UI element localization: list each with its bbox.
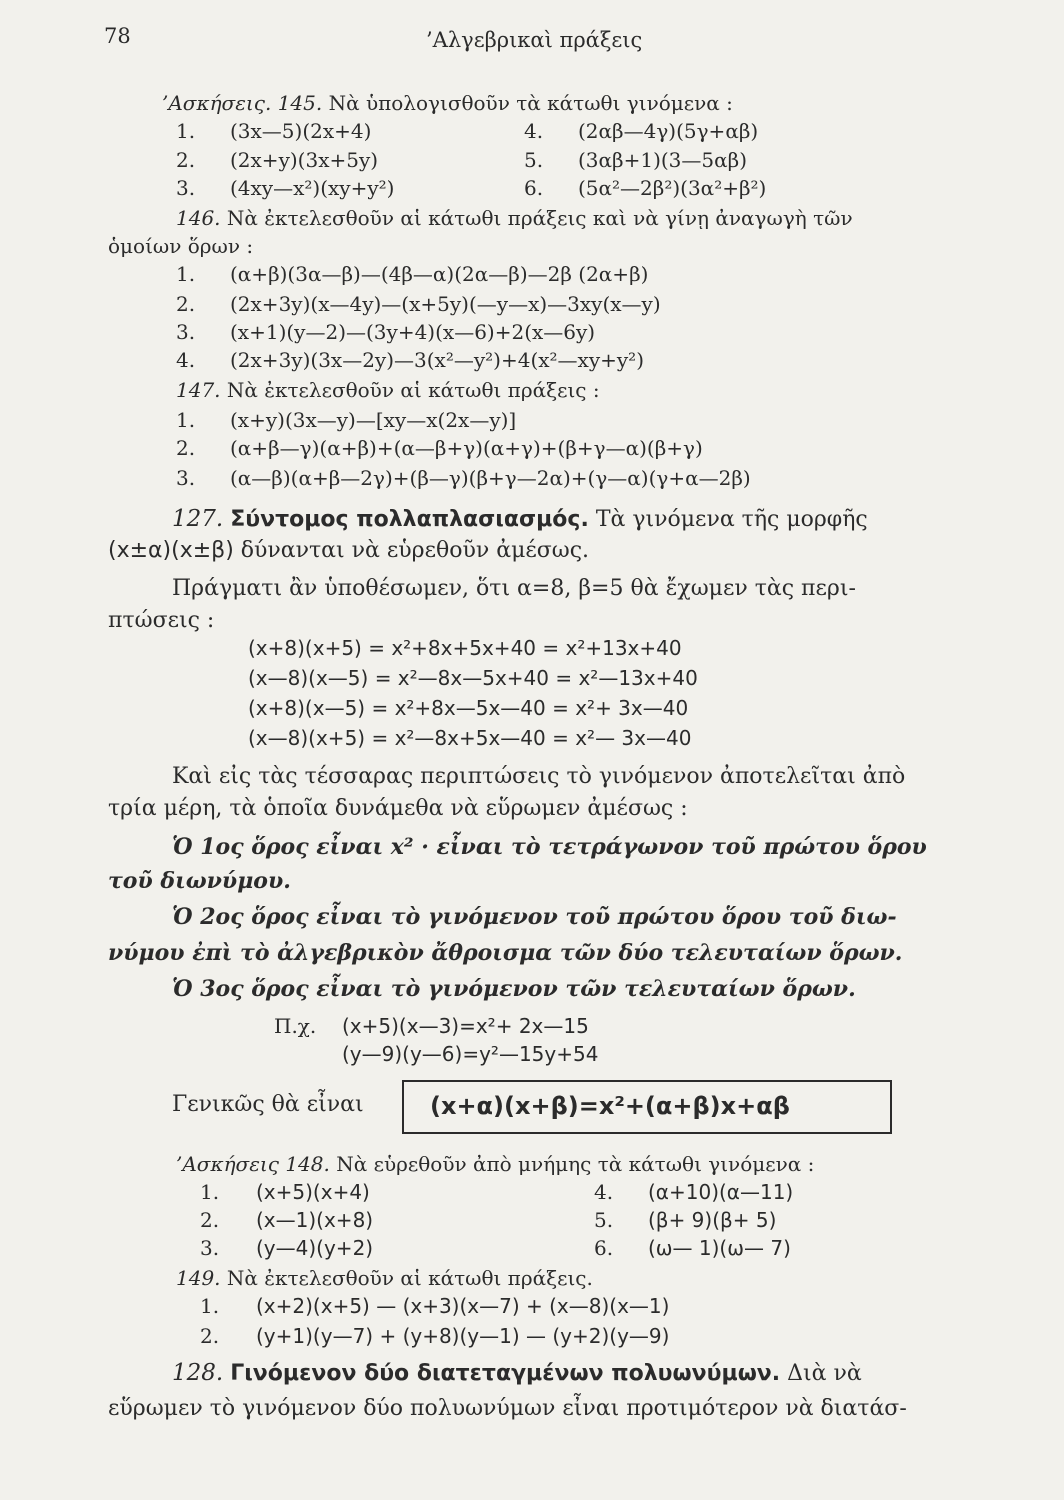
exercise-148-expr-3: (y—4)(y+2) (256, 1236, 374, 1260)
exercise-147-item-3-num: 3. (176, 466, 196, 490)
exercise-148-item-1-num: 1. (200, 1180, 220, 1204)
exercise-146-line2: ὁμοίων ὅρων : (108, 234, 254, 258)
paragraph-line: Καὶ εἰς τὰς τέσσαρας περιπτώσεις τὸ γινόμενον ἀποτελεῖται ἀπὸ (172, 764, 906, 789)
paragraph-line: πτώσεις : (108, 608, 215, 633)
exercise-146-item-4-num: 4. (176, 348, 196, 372)
general-formula: (x+α)(x+β)=x²+(α+β)x+αβ (430, 1092, 790, 1120)
exercise-145-item-5: 5. (524, 148, 544, 172)
exercise-145-item-2: 2. (176, 148, 196, 172)
example-equation-3: (x+8)(x—5) = x²+8x—5x—40 = x²+ 3x—40 (248, 696, 689, 720)
exercise-text: Νὰ ἐκτελεσθοῦν αἱ κάτωθι πράξεις. (226, 1266, 593, 1290)
exercise-148-expr-6: (ω— 1)(ω— 7) (648, 1236, 791, 1260)
paragraph-line: τρία μέρη, τὰ ὁποῖα δυνάμεθα νὰ εὕρωμεν ἀμέσως : (108, 796, 688, 821)
exercise-148-item-2-num: 2. (200, 1208, 220, 1232)
exercise-label: 147. (176, 378, 221, 402)
section-text: δύνανται νὰ εὑρεθοῦν ἀμέσως. (240, 538, 590, 563)
general-label: Γενικῶς θὰ εἶναι (172, 1092, 364, 1117)
section-128-line2: εὕρωμεν τὸ γινόμενον δύο πολυωνύμων εἶναι προτιμότερον νὰ διατάσ- (108, 1396, 907, 1421)
exercise-145-expr-4: (2αβ—4γ)(5γ+αβ) (578, 119, 759, 143)
exercise-label: ’Ασκήσεις 148. (176, 1152, 330, 1176)
exercise-149-expr-1: (x+2)(x+5) — (x+3)(x—7) + (x—8)(x—1) (256, 1294, 670, 1318)
exercise-146-item-3-num: 3. (176, 320, 196, 344)
page-number: 78 (104, 24, 131, 48)
exercise-147-expr-3: (α—β)(α+β—2γ)+(β—γ)(β+γ—2α)+(γ—α)(γ+α—2β) (230, 466, 751, 490)
paragraph-line: Πράγματι ἂν ὑποθέσωμεν, ὅτι α=8, β=5 θὰ ἔχωμεν τὰς περι- (172, 576, 856, 601)
form-expression: (x±α)(x±β) (108, 538, 234, 563)
exercise-147-heading (176, 378, 600, 402)
exercise-147-expr-1: (x+y)(3x—y)—[xy—x(2x—y)] (230, 408, 517, 432)
exercise-145-expr-2: (2x+y)(3x+5y) (230, 148, 379, 172)
exercise-148-item-3-num: 3. (200, 1236, 220, 1260)
section-title: Γινόμενον δύο διατεταγμένων πολυωνύμων. (230, 1361, 781, 1386)
exercise-145-item-4: 4. (524, 119, 544, 143)
exercise-text: Νὰ ἐκτελεσθοῦν αἱ κάτωθι πράξεις καὶ νὰ γίνῃ ἀναγωγὴ τῶν (226, 206, 853, 230)
section-127-line2 (108, 538, 589, 563)
exercise-145-item-3: 3. (176, 176, 196, 200)
section-intro: Τὰ γινόμενα τῆς μορφῆς (595, 507, 868, 532)
exercise-145-expr-6: (5α²—2β²)(3α²+β²) (578, 176, 767, 200)
exercise-148-item-6-num: 6. (594, 1236, 614, 1260)
section-title: Σύντομος πολλαπλασιασμός. (230, 507, 589, 532)
exercise-148-item-4-num: 4. (594, 1180, 614, 1204)
example-label: Π.χ. (274, 1014, 317, 1038)
example-equation-2: (x—8)(x—5) = x²—8x—5x+40 = x²—13x+40 (248, 666, 698, 690)
exercise-146-expr-2: (2x+3y)(x—4y)—(x+5y)(—y—x)—3xy(x—y) (230, 292, 661, 316)
exercise-146-item-1-num: 1. (176, 262, 196, 286)
exercise-148-heading (176, 1152, 814, 1176)
section-128-heading (172, 1360, 862, 1386)
exercise-146-expr-1: (α+β)(3α—β)—(4β—α)(2α—β)—2β (2α+β) (230, 262, 649, 286)
rule-2-line2: νύμου ἐπὶ τὸ ἀλγεβρικὸν ἄθροισμα τῶν δύο τελευταίων ὅρων. (108, 940, 903, 966)
exercise-147-item-1-num: 1. (176, 408, 196, 432)
exercise-145-item-6: 6. (524, 176, 544, 200)
exercise-text: Νὰ ἐκτελεσθοῦν αἱ κάτωθι πράξεις : (226, 378, 600, 402)
exercise-148-expr-5: (β+ 9)(β+ 5) (648, 1208, 777, 1232)
exercise-145-heading (162, 91, 733, 115)
exercise-146-heading (176, 206, 853, 230)
exercise-146-expr-4: (2x+3y)(3x—2y)—3(x²—y²)+4(x²—xy+y²) (230, 348, 645, 372)
exercise-label: ’Ασκήσεις. 145. (162, 91, 323, 115)
exercise-149-item-1-num: 1. (200, 1294, 220, 1318)
example-2: (y—9)(y—6)=y²—15y+54 (342, 1042, 599, 1066)
rule-1-line2: τοῦ διωνύμου. (108, 868, 291, 894)
exercise-149-heading (176, 1266, 593, 1290)
example-equation-4: (x—8)(x+5) = x²—8x+5x—40 = x²— 3x—40 (248, 726, 692, 750)
example-equation-1: (x+8)(x+5) = x²+8x+5x+40 = x²+13x+40 (248, 636, 682, 660)
exercise-145-expr-1: (3x—5)(2x+4) (230, 119, 372, 143)
exercise-148-expr-1: (x+5)(x+4) (256, 1180, 370, 1204)
exercise-text: Νὰ ὑπολογισθοῦν τὰ κάτωθι γινόμενα : (328, 91, 733, 115)
running-title: ’Αλγεβρικαὶ πράξεις (426, 28, 643, 52)
section-number: 127. (172, 506, 224, 532)
exercise-148-expr-4: (α+10)(α—11) (648, 1180, 794, 1204)
exercise-label: 146. (176, 206, 221, 230)
rule-1-line1: Ὁ 1ος ὅρος εἶναι x² · εἶναι τὸ τετράγωνον τοῦ πρώτου ὅρου (172, 834, 927, 860)
exercise-label: 149. (176, 1266, 221, 1290)
exercise-149-expr-2: (y+1)(y—7) + (y+8)(y—1) — (y+2)(y—9) (256, 1324, 670, 1348)
exercise-147-expr-2: (α+β—γ)(α+β)+(α—β+γ)(α+γ)+(β+γ—α)(β+γ) (230, 436, 703, 460)
exercise-148-item-5-num: 5. (594, 1208, 614, 1232)
section-number: 128. (172, 1360, 224, 1386)
exercise-145-expr-3: (4xy—x²)(xy+y²) (230, 176, 395, 200)
section-intro: Διὰ νὰ (787, 1361, 862, 1386)
exercise-148-expr-2: (x—1)(x+8) (256, 1208, 374, 1232)
exercise-147-item-2-num: 2. (176, 436, 196, 460)
exercise-146-expr-3: (x+1)(y—2)—(3y+4)(x—6)+2(x—6y) (230, 320, 596, 344)
section-127-heading (172, 506, 868, 532)
exercise-text: Νὰ εὑρεθοῦν ἀπὸ μνήμης τὰ κάτωθι γινόμενα : (336, 1152, 815, 1176)
rule-3: Ὁ 3ος ὅρος εἶναι τὸ γινόμενον τῶν τελευταίων ὅρων. (172, 976, 856, 1002)
exercise-145-expr-5: (3αβ+1)(3—5αβ) (578, 148, 748, 172)
rule-2-line1: Ὁ 2ος ὅρος εἶναι τὸ γινόμενον τοῦ πρώτου ὅρου τοῦ διω- (172, 904, 897, 930)
exercise-146-item-2-num: 2. (176, 292, 196, 316)
example-1: (x+5)(x—3)=x²+ 2x—15 (342, 1014, 589, 1038)
exercise-149-item-2-num: 2. (200, 1324, 220, 1348)
exercise-145-item-1: 1. (176, 119, 196, 143)
